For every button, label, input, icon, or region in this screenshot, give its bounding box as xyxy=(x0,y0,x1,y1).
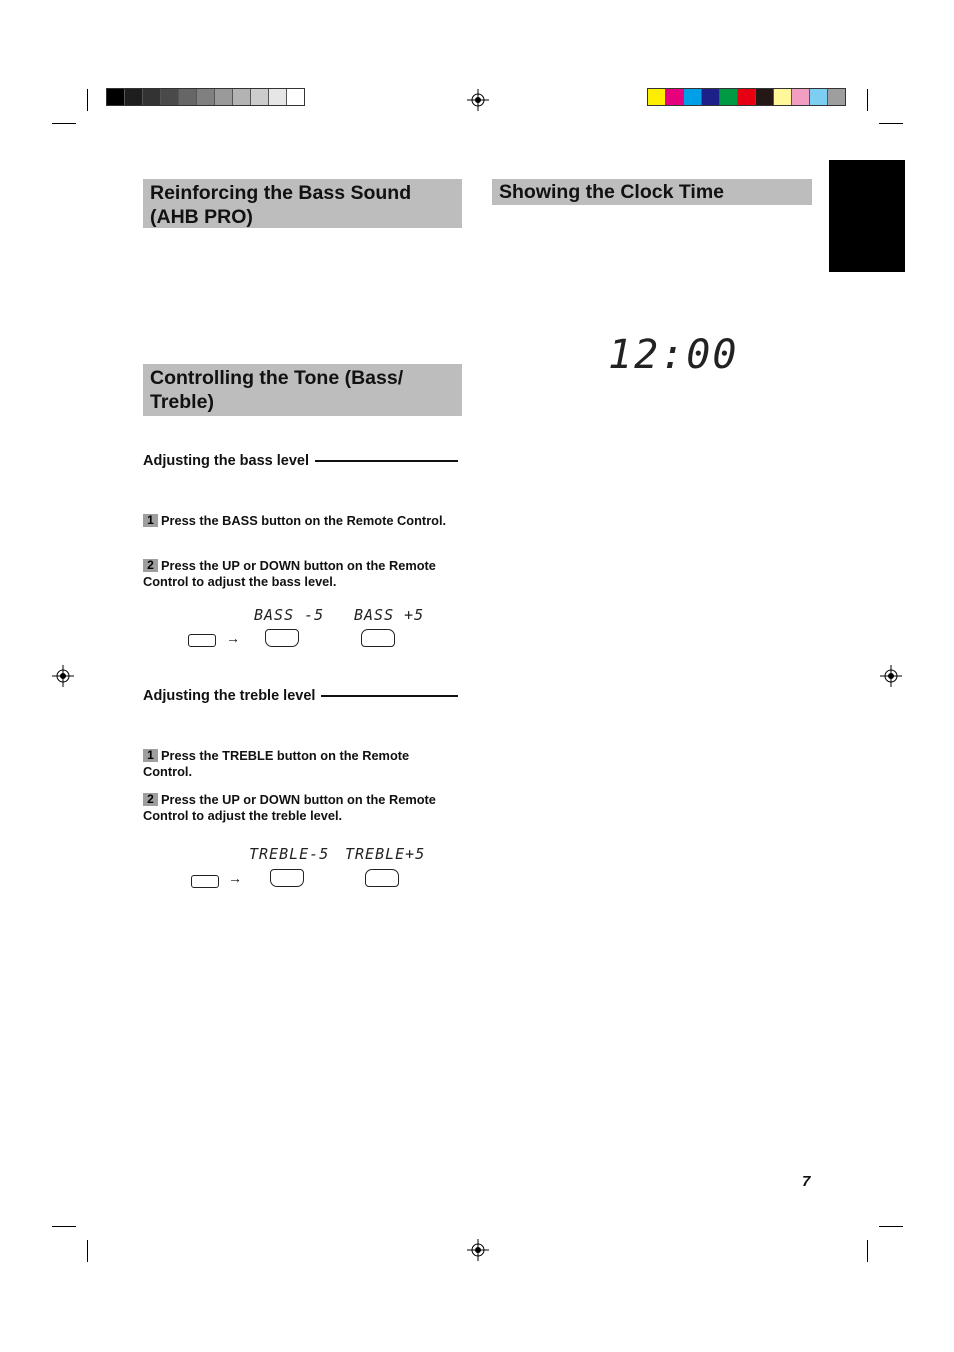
step-number-badge: 1 xyxy=(143,749,158,762)
treble-display-low: TREBLE-5 xyxy=(249,845,330,863)
calibration-swatch xyxy=(756,89,774,105)
tone-section-heading: Controlling the Tone (Bass/ Treble) xyxy=(143,364,462,416)
calibration-swatch xyxy=(648,89,666,105)
registration-mark-icon xyxy=(467,1239,489,1261)
subheading-rule xyxy=(321,695,458,697)
calibration-swatch xyxy=(702,89,720,105)
calibration-swatch xyxy=(828,89,845,105)
calibration-swatch xyxy=(179,89,197,105)
registration-mark-icon xyxy=(880,665,902,687)
step-text: Press the TREBLE button on the Remote Control. xyxy=(143,748,410,779)
crop-mark xyxy=(52,1226,76,1227)
bass-display-high: BASS +5 xyxy=(354,606,425,624)
calibration-swatch xyxy=(684,89,702,105)
crop-mark xyxy=(87,89,88,111)
arrow-right-icon: → xyxy=(228,870,242,886)
crop-mark xyxy=(52,123,76,124)
treble-step-2 xyxy=(143,792,461,824)
calibration-swatch xyxy=(215,89,233,105)
crop-mark xyxy=(87,1240,88,1262)
calibration-swatch xyxy=(287,89,304,105)
up-button[interactable] xyxy=(361,629,395,647)
calibration-swatch xyxy=(774,89,792,105)
clock-section-heading: Showing the Clock Time xyxy=(492,179,812,205)
crop-mark xyxy=(879,1226,903,1227)
crop-mark xyxy=(879,123,903,124)
bass-section-heading: Reinforcing the Bass Sound (AHB PRO) xyxy=(143,179,462,228)
registration-mark-icon xyxy=(52,665,74,687)
calibration-swatch xyxy=(233,89,251,105)
step-number-badge: 2 xyxy=(143,793,158,806)
step-text: Press the UP or DOWN button on the Remote Control to adjust the bass level. xyxy=(143,558,436,589)
calibration-swatch xyxy=(810,89,828,105)
step-text: Press the UP or DOWN button on the Remote Control to adjust the treble level. xyxy=(143,792,436,823)
treble-step-1 xyxy=(143,748,458,780)
treble-subheading-text: Adjusting the treble level xyxy=(143,688,316,704)
treble-display-high: TREBLE+5 xyxy=(345,845,426,863)
step-text: Press the BASS button on the Remote Control. xyxy=(161,513,447,528)
calibration-swatch xyxy=(792,89,810,105)
bass-step-1 xyxy=(143,513,453,529)
calibration-swatch xyxy=(107,89,125,105)
down-button[interactable] xyxy=(270,869,304,887)
step-number-badge: 1 xyxy=(143,514,158,527)
bass-subheading-text: Adjusting the bass level xyxy=(143,453,309,469)
step-number-badge: 2 xyxy=(143,559,158,572)
clock-display: 12:00 xyxy=(608,332,739,378)
up-button[interactable] xyxy=(365,869,399,887)
bass-subheading xyxy=(143,453,458,469)
calibration-swatch xyxy=(738,89,756,105)
bass-button[interactable] xyxy=(188,634,216,647)
page-number: 7 xyxy=(802,1173,811,1190)
color-calibration-bar xyxy=(647,88,846,106)
treble-button[interactable] xyxy=(191,875,219,888)
bass-step-2 xyxy=(143,558,458,590)
language-tab xyxy=(829,160,905,272)
bass-display-low: BASS -5 xyxy=(254,606,325,624)
calibration-swatch xyxy=(269,89,287,105)
calibration-swatch xyxy=(197,89,215,105)
crop-mark xyxy=(867,1240,868,1262)
grayscale-calibration-bar xyxy=(106,88,305,106)
registration-mark-icon xyxy=(467,89,489,111)
calibration-swatch xyxy=(251,89,269,105)
treble-subheading xyxy=(143,688,458,704)
down-button[interactable] xyxy=(265,629,299,647)
calibration-swatch xyxy=(720,89,738,105)
calibration-swatch xyxy=(125,89,143,105)
arrow-right-icon: → xyxy=(226,630,240,646)
calibration-swatch xyxy=(666,89,684,105)
calibration-swatch xyxy=(161,89,179,105)
crop-mark xyxy=(867,89,868,111)
calibration-swatch xyxy=(143,89,161,105)
subheading-rule xyxy=(315,460,458,462)
